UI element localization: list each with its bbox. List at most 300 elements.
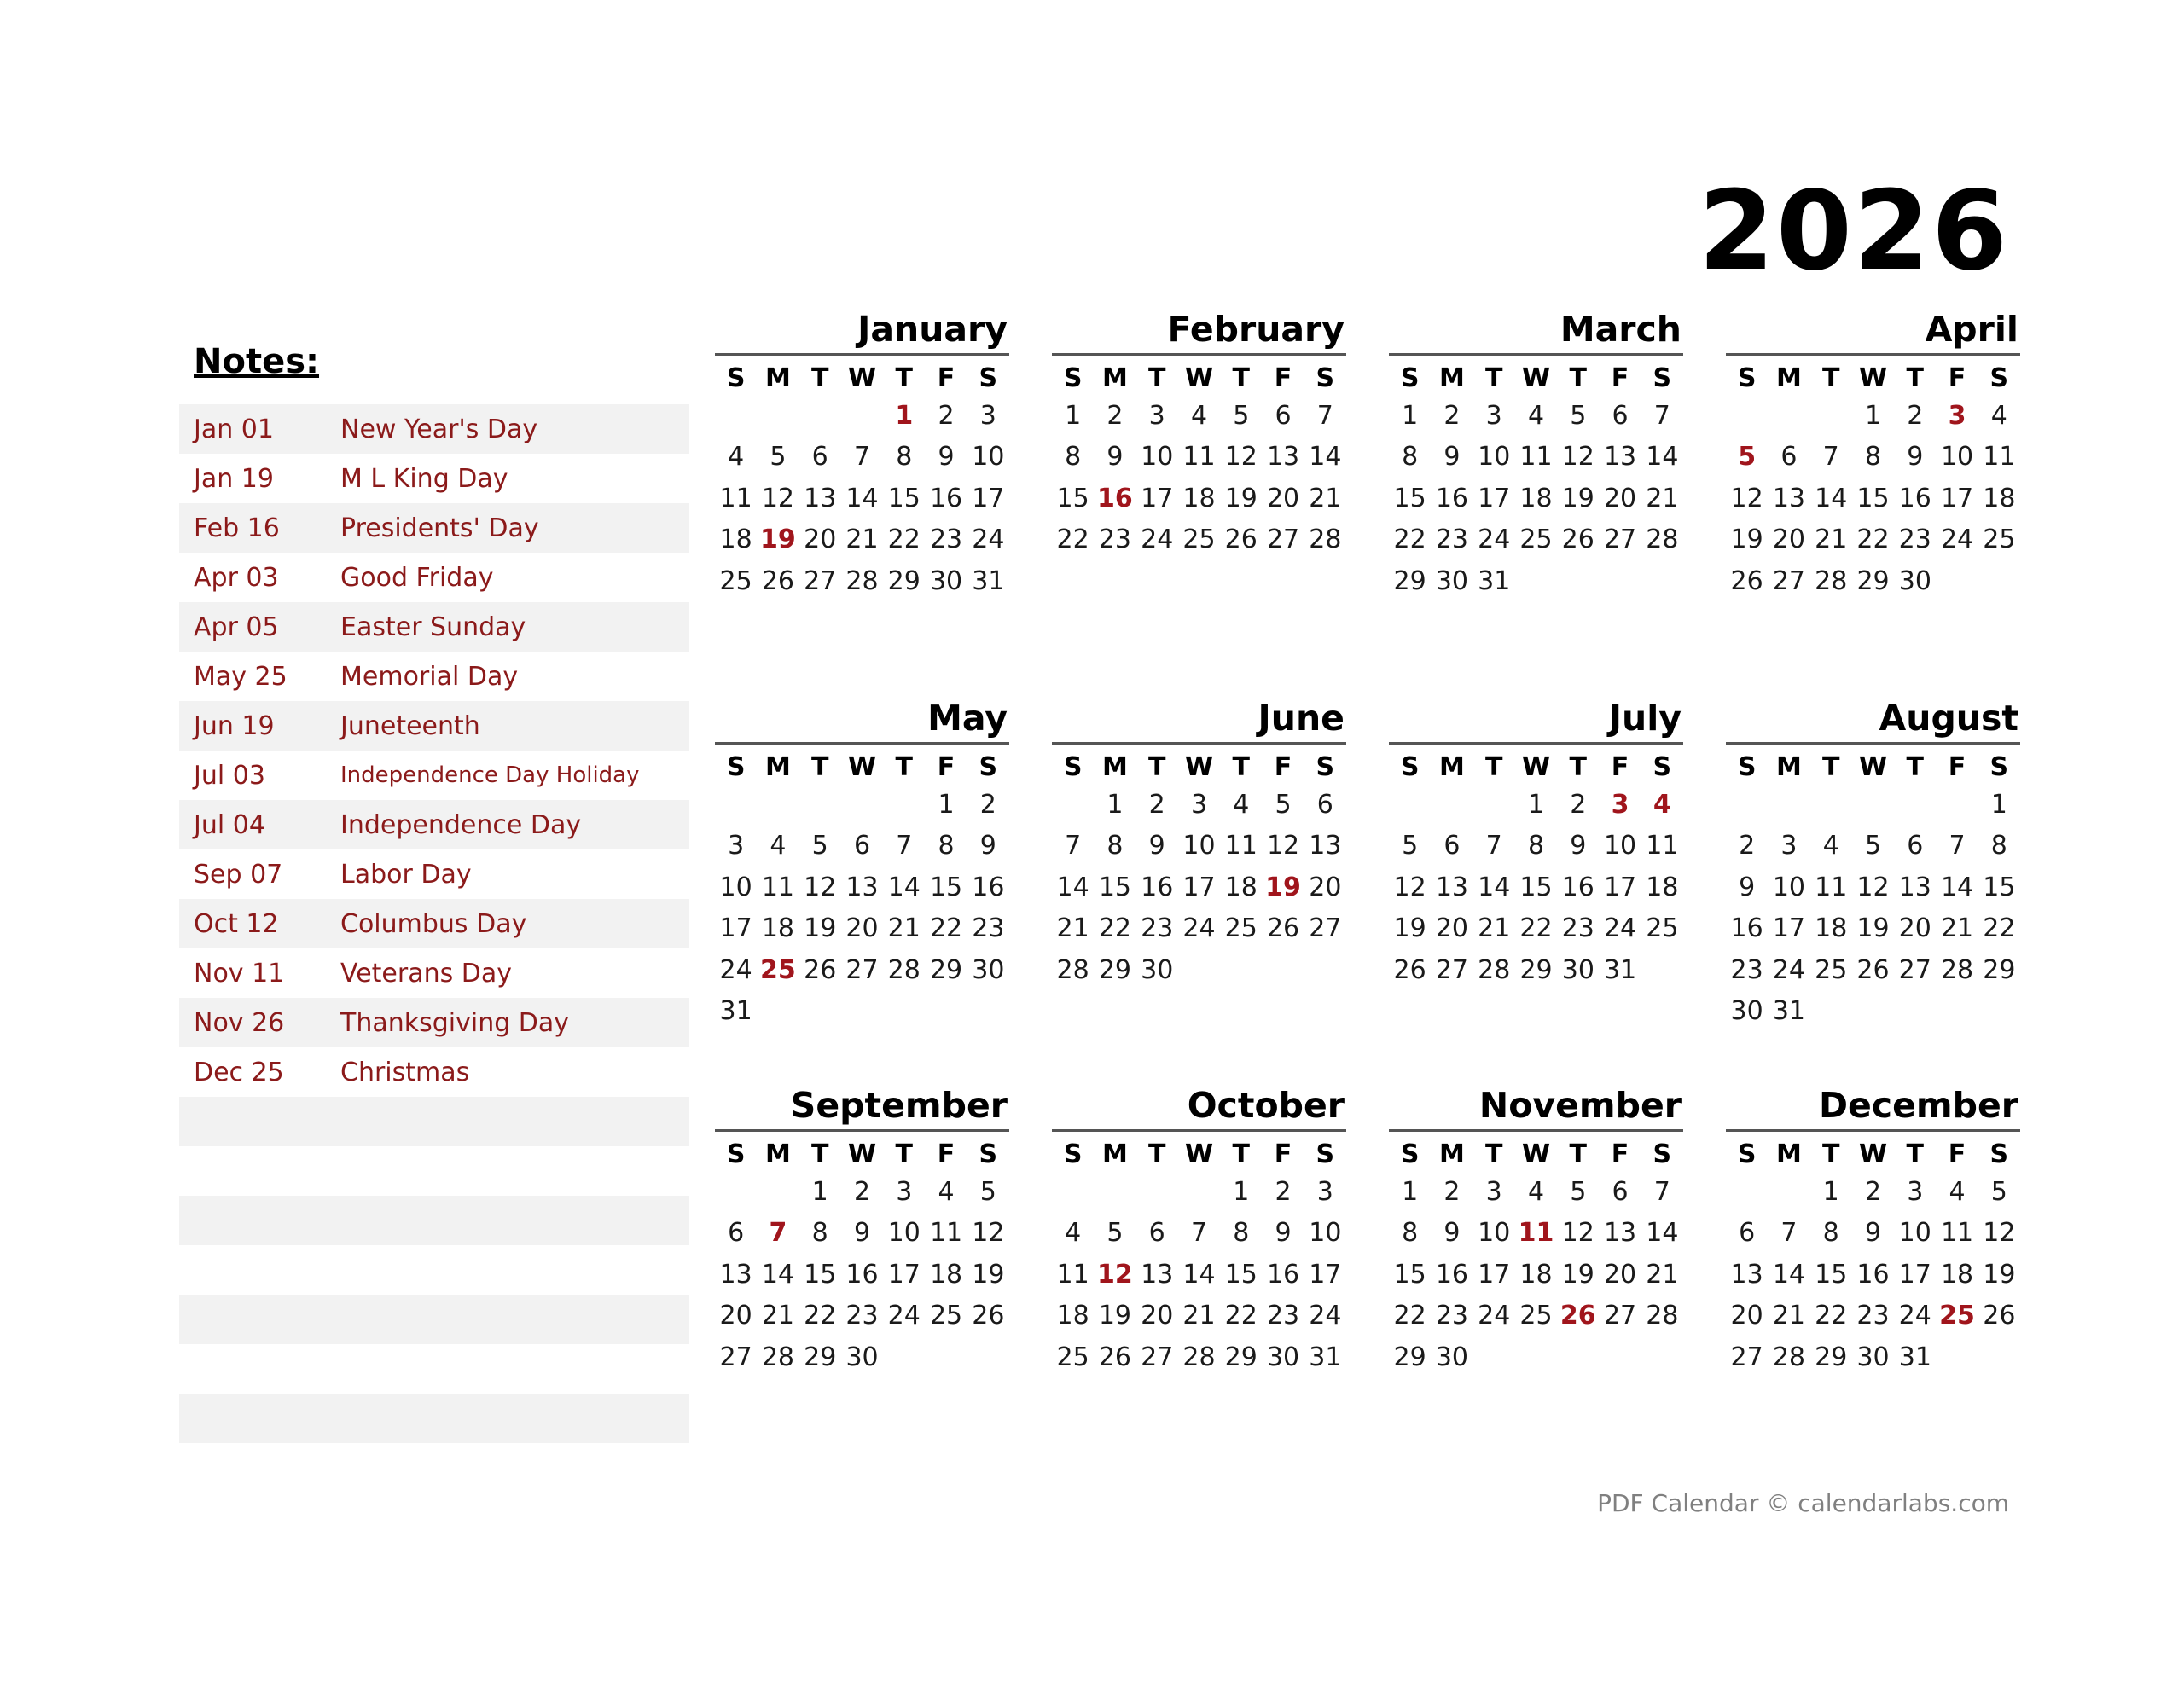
day-number: 17 [972,483,1005,513]
day-number: 26 [972,1301,1005,1331]
day-number: 15 [1393,1259,1426,1290]
day-number: 1 [1822,1176,1839,1207]
month-divider [1052,1129,1346,1132]
holiday-day: 16 [1097,483,1133,513]
day-number: 7 [1653,400,1670,431]
day-number: 18 [1224,872,1258,902]
note-row [179,1097,689,1146]
day-number: 5 [1275,789,1292,820]
day-number: 9 [1443,442,1461,472]
month-november [1389,1083,1683,1378]
day-number: 18 [719,525,752,555]
day-number: 14 [845,483,879,513]
week-row [1052,826,1346,867]
day-number: 6 [1612,400,1629,431]
day-number: 14 [1772,1259,1806,1290]
day-number: 15 [929,872,963,902]
day-number: 20 [1141,1301,1174,1331]
note-row [179,1196,689,1245]
day-number: 14 [1940,872,1974,902]
day-number: 17 [1940,483,1974,513]
day-number: 4 [1949,1176,1966,1207]
day-number: 25 [1646,913,1679,944]
note-row [179,1394,689,1443]
week-row [715,826,1009,867]
weekday-label: S [1316,362,1335,393]
holiday-day: 11 [1518,1218,1554,1249]
weekday-label: S [1063,751,1083,782]
day-number: 13 [1603,1218,1637,1249]
note-name: Easter Sunday [340,612,526,642]
month-divider [1052,353,1346,356]
weekday-label: S [1316,1139,1335,1169]
note-date: Nov 26 [194,1007,285,1038]
day-number: 12 [1561,1218,1594,1249]
day-number: 31 [1478,565,1511,596]
weekday-label: F [1948,362,1966,393]
day-number: 30 [972,954,1005,985]
week-row [1389,908,1683,950]
note-name: Thanksgiving Day [340,1007,570,1038]
day-number: 17 [719,913,752,944]
weekday-label: W [847,1139,877,1169]
day-number: 3 [896,1176,913,1207]
note-name: New Year's Day [340,414,538,444]
day-number: 27 [1730,1342,1763,1372]
holiday-day: 19 [1265,872,1301,902]
day-number: 21 [1815,525,1848,555]
day-number: 12 [1983,1218,2016,1249]
weekday-label: S [979,362,998,393]
week-row [1389,1336,1683,1378]
week-row [1726,1336,2020,1378]
day-number: 21 [1646,483,1679,513]
weekday-label: M [1101,1139,1128,1169]
day-number: 22 [1056,525,1089,555]
day-number: 8 [1527,831,1545,861]
week-row [1726,478,2020,519]
note-row [179,849,689,899]
weekday-label: M [1101,362,1128,393]
weekday-label: F [1274,362,1292,393]
day-number: 17 [1603,872,1637,902]
weekday-label: W [1858,1139,1888,1169]
month-september [715,1083,1009,1378]
day-number: 24 [1309,1301,1342,1331]
note-date: Apr 05 [194,612,279,642]
day-number: 28 [1478,954,1511,985]
day-number: 4 [938,1176,955,1207]
day-number: 24 [887,1301,921,1331]
day-number: 29 [887,565,921,596]
day-number: 4 [770,831,787,861]
day-number: 16 [972,872,1005,902]
day-number: 14 [1056,872,1089,902]
day-number: 24 [1141,525,1174,555]
day-number: 1 [1864,400,1882,431]
month-july [1389,696,1683,991]
day-number: 23 [1730,954,1763,985]
day-number: 10 [1940,442,1974,472]
day-number: 16 [845,1259,879,1290]
day-number: 16 [1141,872,1174,902]
weekday-label: T [1821,751,1840,782]
day-number: 24 [1772,954,1806,985]
day-number: 11 [761,872,795,902]
weekday-header [1052,1137,1346,1171]
month-name: October [1187,1085,1345,1126]
day-number: 20 [1603,1259,1637,1290]
week-row [1389,867,1683,908]
day-number: 28 [1056,954,1089,985]
day-number: 5 [1107,1218,1124,1249]
note-row [179,948,689,998]
week-row [1052,519,1346,561]
weekday-label: F [1948,751,1966,782]
weekday-label: T [1232,751,1250,782]
day-number: 21 [1182,1301,1216,1331]
note-row [179,1047,689,1097]
note-name: Independence Day [340,809,582,840]
day-number: 14 [1182,1259,1216,1290]
month-april [1726,307,2020,602]
day-number: 31 [1898,1342,1931,1372]
note-row [179,1245,689,1295]
day-number: 18 [929,1259,963,1290]
note-name: Presidents' Day [340,513,539,543]
month-divider [1389,1129,1683,1132]
week-row [715,1296,1009,1337]
day-number: 13 [1603,442,1637,472]
week-row [1389,519,1683,561]
weekday-label: W [1521,751,1551,782]
weekday-label: T [895,362,913,393]
week-row [1389,437,1683,478]
note-name: Christmas [340,1057,470,1087]
day-number: 30 [1141,954,1174,985]
day-number: 19 [1730,525,1763,555]
weekday-label: M [1775,362,1802,393]
day-number: 1 [1990,789,2007,820]
day-number: 12 [1856,872,1890,902]
day-number: 21 [1309,483,1342,513]
day-number: 1 [938,789,955,820]
day-number: 27 [1603,525,1637,555]
weekday-label: T [1484,1139,1503,1169]
weekday-header [715,361,1009,395]
day-number: 26 [1561,525,1594,555]
day-number: 12 [972,1218,1005,1249]
month-name: June [1258,698,1345,739]
day-number: 3 [728,831,745,861]
note-name: Columbus Day [340,908,527,939]
day-number: 15 [1815,1259,1848,1290]
day-number: 30 [1266,1342,1300,1372]
day-number: 10 [1603,831,1637,861]
day-number: 26 [1393,954,1426,985]
day-number: 10 [972,442,1005,472]
day-number: 28 [761,1342,795,1372]
day-number: 22 [804,1301,837,1331]
day-number: 7 [853,442,871,472]
week-row [1726,826,2020,867]
day-number: 17 [1772,913,1806,944]
note-date: Sep 07 [194,859,283,890]
month-divider [1726,742,2020,745]
month-august [1726,696,2020,1032]
day-number: 9 [1570,831,1587,861]
day-number: 21 [761,1301,795,1331]
day-number: 11 [719,483,752,513]
note-row [179,602,689,652]
day-number: 18 [1182,483,1216,513]
day-number: 5 [1402,831,1419,861]
day-number: 30 [1435,565,1469,596]
day-number: 18 [761,913,795,944]
day-number: 21 [1772,1301,1806,1331]
weekday-label: T [1906,751,1924,782]
month-divider [1726,1129,2020,1132]
day-number: 1 [811,1176,828,1207]
day-number: 25 [1224,913,1258,944]
day-number: 14 [1646,1218,1679,1249]
day-number: 22 [887,525,921,555]
day-number: 20 [804,525,837,555]
day-number: 24 [719,954,752,985]
day-number: 27 [1266,525,1300,555]
week-row [1052,949,1346,991]
weekday-label: W [1521,1139,1551,1169]
week-row [1726,1296,2020,1337]
day-number: 28 [1815,565,1848,596]
weekday-label: T [1569,1139,1587,1169]
holiday-day: 4 [1653,789,1671,820]
day-number: 23 [1898,525,1931,555]
day-number: 17 [1478,1259,1511,1290]
day-number: 20 [845,913,879,944]
note-name: M L King Day [340,463,508,494]
day-number: 3 [1907,1176,1924,1207]
week-row [1052,1296,1346,1337]
weekday-label: S [979,1139,998,1169]
weekday-label: W [1184,1139,1214,1169]
day-number: 13 [1435,872,1469,902]
week-row [1726,1171,2020,1213]
day-number: 13 [804,483,837,513]
day-number: 10 [887,1218,921,1249]
day-number: 15 [1519,872,1553,902]
weekday-label: M [1775,751,1802,782]
day-number: 9 [1275,1218,1292,1249]
day-number: 31 [719,996,752,1027]
day-number: 7 [1653,1176,1670,1207]
week-row [1389,1254,1683,1296]
note-row [179,701,689,751]
week-row [715,478,1009,519]
day-number: 5 [1570,400,1587,431]
note-row [179,1295,689,1344]
month-divider [1389,353,1683,356]
week-row [715,437,1009,478]
day-number: 11 [1224,831,1258,861]
day-number: 6 [728,1218,745,1249]
note-row [179,1344,689,1394]
day-number: 19 [1983,1259,2016,1290]
month-may [715,696,1009,1032]
day-number: 2 [1107,400,1124,431]
day-number: 6 [1316,789,1333,820]
weekday-label: S [979,751,998,782]
note-date: Jan 19 [194,463,274,494]
day-number: 23 [1266,1301,1300,1331]
day-number: 7 [1316,400,1333,431]
week-row [715,519,1009,561]
weekday-header [1389,750,1683,784]
month-divider [715,1129,1009,1132]
day-number: 19 [1098,1301,1132,1331]
week-row [1052,867,1346,908]
day-number: 11 [929,1218,963,1249]
day-number: 7 [1065,831,1082,861]
weekday-label: S [726,751,746,782]
day-number: 15 [1224,1259,1258,1290]
day-number: 29 [1519,954,1553,985]
note-row [179,899,689,948]
holiday-day: 19 [760,525,796,555]
day-number: 18 [1056,1301,1089,1331]
day-number: 16 [1856,1259,1890,1290]
day-number: 1 [1527,789,1545,820]
day-number: 22 [1393,1301,1426,1331]
holiday-day: 26 [1560,1301,1596,1331]
day-number: 4 [728,442,745,472]
week-row [715,395,1009,437]
day-number: 24 [1478,525,1511,555]
day-number: 9 [1907,442,1924,472]
day-number: 13 [1141,1259,1174,1290]
day-number: 10 [1182,831,1216,861]
day-number: 21 [1478,913,1511,944]
week-row [1726,560,2020,602]
day-number: 27 [1141,1342,1174,1372]
day-number: 23 [1561,913,1594,944]
weekday-label: F [1611,362,1629,393]
day-number: 10 [1478,1218,1511,1249]
day-number: 24 [1182,913,1216,944]
weekday-label: F [1611,1139,1629,1169]
note-name: Juneteenth [340,710,480,741]
day-number: 20 [1435,913,1469,944]
day-number: 17 [1898,1259,1931,1290]
day-number: 21 [1940,913,1974,944]
month-name: March [1560,309,1682,350]
weekday-label: T [1821,362,1840,393]
note-row [179,652,689,701]
weekday-label: M [764,1139,791,1169]
day-number: 8 [1822,1218,1839,1249]
note-date: Jan 01 [194,414,274,444]
day-number: 13 [1266,442,1300,472]
day-number: 18 [1519,1259,1553,1290]
day-number: 18 [1646,872,1679,902]
weekday-label: S [1989,362,2009,393]
weekday-label: T [895,1139,913,1169]
week-row [1726,908,2020,950]
day-number: 22 [1098,913,1132,944]
day-number: 8 [896,442,913,472]
day-number: 26 [1266,913,1300,944]
day-number: 27 [804,565,837,596]
day-number: 9 [1864,1218,1882,1249]
day-number: 2 [1864,1176,1882,1207]
week-row [1726,784,2020,826]
day-number: 27 [719,1342,752,1372]
weekday-header [1389,361,1683,395]
day-number: 14 [1309,442,1342,472]
weekday-label: M [1438,1139,1465,1169]
note-row [179,553,689,602]
day-number: 14 [1478,872,1511,902]
day-number: 14 [1646,442,1679,472]
day-number: 9 [979,831,996,861]
week-row [1389,1296,1683,1337]
week-row [715,560,1009,602]
day-number: 15 [1856,483,1890,513]
note-name: Memorial Day [340,661,519,692]
day-number: 15 [1393,483,1426,513]
day-number: 9 [1443,1218,1461,1249]
day-number: 28 [1940,954,1974,985]
weekday-label: W [1521,362,1551,393]
day-number: 23 [929,525,963,555]
day-number: 26 [804,954,837,985]
weekday-label: S [1989,751,2009,782]
weekday-label: S [1400,362,1420,393]
day-number: 1 [1107,789,1124,820]
week-row [715,908,1009,950]
weekday-label: S [1737,751,1757,782]
day-number: 21 [1056,913,1089,944]
day-number: 10 [1478,442,1511,472]
footer-credit: PDF Calendar © calendarlabs.com [1597,1489,2009,1517]
week-row [1726,991,2020,1033]
weekday-label: T [1484,362,1503,393]
day-number: 26 [1224,525,1258,555]
week-row [715,949,1009,991]
day-number: 25 [1519,525,1553,555]
weekday-label: W [1184,751,1214,782]
weekday-label: S [1400,751,1420,782]
day-number: 23 [1435,525,1469,555]
month-divider [1389,742,1683,745]
weekday-label: M [1438,751,1465,782]
week-row [1726,949,2020,991]
weekday-label: M [764,751,791,782]
day-number: 30 [1856,1342,1890,1372]
weekday-label: F [1611,751,1629,782]
week-row [715,867,1009,908]
day-number: 3 [1485,1176,1502,1207]
day-number: 22 [1393,525,1426,555]
day-number: 3 [1190,789,1208,820]
day-number: 5 [770,442,787,472]
day-number: 12 [761,483,795,513]
day-number: 25 [719,565,752,596]
week-row [1389,1171,1683,1213]
day-number: 8 [1233,1218,1250,1249]
day-number: 18 [1519,483,1553,513]
day-number: 30 [1730,996,1763,1027]
